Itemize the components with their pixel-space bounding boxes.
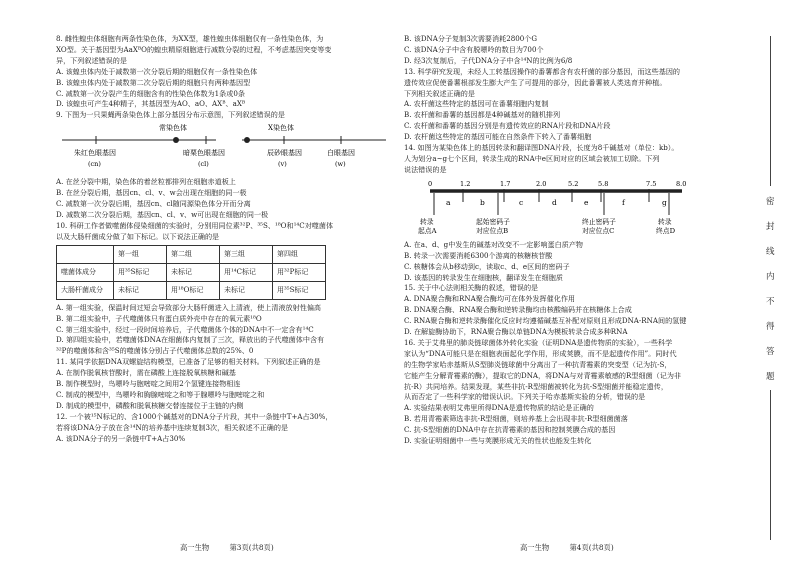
region-e: e — [584, 197, 589, 207]
question-stem: 下列相关叙述正确的是 — [404, 88, 475, 98]
tick-0: 0 — [428, 179, 433, 188]
option-a: A. 实验结果表明艾弗里所得DNA是遗传物质的结论是正确的 — [404, 403, 594, 413]
table-cell: 用³⁵S标记 — [273, 281, 326, 299]
tick-5.2: 5.2 — [568, 179, 579, 188]
table-cell: 大肠杆菌成分 — [57, 281, 114, 299]
table-cell: 未标记 — [114, 281, 167, 299]
table-cell: 未标记 — [167, 263, 220, 281]
option-c: C. 该DNA分子中含有脱嘌呤的数目为700个 — [404, 44, 544, 54]
binding-char: 封 — [766, 222, 775, 232]
text-line: XO型。关于基因型为AaXᴮO的蝗虫精原细胞进行减数分裂的过程，不考虑基因突变等变 — [56, 44, 332, 54]
table-cell: 第一组 — [114, 245, 167, 263]
question-stem: 的生物学家哈赤基斯从S型肺炎链球菌中分离出了一种抗青霉素的突变型（记为抗-S， — [404, 359, 672, 369]
text-line: 8. 雌性蝗虫体细胞有两条性染色体，为XX型，雄性蝗虫体细胞仅有一条性染色体，为 — [56, 34, 324, 43]
question-stem: 它能产生分解青霉素的酶），提取它的DNA，将DNA与对青霉素敏感的R型细菌（记为非 — [404, 370, 682, 380]
marker-d-label: 终点D — [656, 226, 676, 235]
binding-char: 线 — [766, 247, 775, 257]
option-c: C. 减数第一次分裂产生的细胞含有的性染色体数为1条或0条 — [56, 88, 245, 98]
marker-c-label: 终止密码子 — [582, 217, 616, 226]
tick-1.2: 1.2 — [460, 179, 471, 188]
table-cell: 用³⁵S标记 — [114, 263, 167, 281]
region-g: g — [662, 197, 667, 207]
table-cell: 用³²P标记 — [273, 263, 326, 281]
option-b: B. 该DNA分子复制3次需要消耗2800个G — [404, 34, 538, 43]
question-stem: 遗传效应促使番薯根部发生膨大产生了可提用的部分，因此番薯被人类选育并种植。 — [404, 77, 667, 87]
option-b: B. 农杆菌和番薯的基因都是4种碱基对的随机排列 — [404, 110, 561, 120]
marker-a-label: 转录 — [420, 217, 434, 226]
option-b: B. 第二组实验中，子代噬菌体只有蛋白质外壳中存在的氧元素¹⁸O — [56, 313, 262, 323]
footer-page: 第3页(共8页) — [229, 543, 274, 552]
question-10 — [56, 221, 392, 357]
binding-char: 题 — [766, 372, 775, 382]
option-b: B. 转录一次需要消耗6300个游离的核糖核苷酸 — [404, 250, 553, 260]
tick-1.7: 1.7 — [500, 179, 511, 188]
option-c: C. 第三组实验中，经过一段时间培养后，子代噬菌体个体的DNA中不一定含有¹⁴C — [56, 324, 314, 334]
footer-subject: 高一生物 — [180, 543, 210, 552]
table-cell: 噬菌体成分 — [57, 263, 114, 281]
option-c: C. 减数第一次分裂后期，基因cn、cl随同源染色体分开而分离 — [56, 199, 251, 209]
autosome-centromere — [173, 137, 179, 143]
question-stem: 以及大肠杆菌成分做了如下标记。以下说法正确的是 — [56, 231, 220, 241]
table-cell: 第四组 — [273, 245, 326, 263]
option-d: D. 经3次复制后，子代DNA分子中含¹⁴N的比例为6/8 — [404, 55, 573, 65]
chromosome-figure — [56, 123, 392, 175]
marker-c-label: 对应位点C — [582, 226, 615, 235]
table-cell: 用¹⁴C标记 — [220, 263, 273, 281]
right-column — [404, 34, 744, 447]
option-b: B. 该蝗虫体内处于减数第二次分裂后期的细胞只有两种基因型 — [56, 77, 251, 87]
question-stem: 10. 科研工作者做噬菌体侵染细菌的实验时，分别用同位素³²P、³⁵S、¹⁸O和¹⁴C对噬菌体 — [56, 220, 334, 230]
region-a: a — [446, 197, 451, 207]
autosome-label: 常染色体 — [159, 124, 187, 133]
question-stem: 9. 下图为一只果蝇两条染色体上部分基因分布示意图，下列叙述错误的是 — [56, 110, 285, 120]
option-c: C. 抗-S型细菌的DNA中存在抗青霉素的基因和控制荚膜合成的基因 — [404, 425, 616, 435]
option-c: C. 农杆菌和番薯的基因分别是有遗传效应的RNA片段和DNA片段 — [404, 121, 611, 131]
tick-7.5: 7.5 — [646, 179, 657, 188]
gene-label-v: 辰砂眼基因 — [267, 149, 302, 158]
table-header-row — [57, 245, 326, 263]
dna-segment-figure — [404, 178, 744, 238]
question-stem: 抗-R）共同培养。结果发现，某些非抗-R型细菌被转化为抗-S型细菌并能稳定遗传， — [404, 381, 668, 391]
marker-d-label: 转录 — [658, 217, 672, 226]
labeling-table — [56, 245, 326, 300]
question-14 — [404, 143, 744, 283]
question-8 — [56, 34, 392, 110]
question-stem: 11. 某同学依据DNA双螺旋结构模型，已准备了足够的相关材料。下列叙述正确的是 — [56, 357, 321, 367]
footer-right — [520, 543, 632, 553]
option-d: D. 制成的模型中，磷酸和脱氧核糖交替连接位于主链的内侧 — [56, 400, 244, 410]
dna-segment-diagram — [404, 178, 744, 238]
left-column — [56, 34, 392, 444]
question-12-continued — [404, 34, 744, 67]
question-stem: 13. 科学研究发现，未经人工转基因操作的番薯都含有农杆菌的部分基因，而这些基因的 — [404, 66, 681, 76]
option-c: C. 核糖体会从b移动到c，读取c、d、e区间的密码子 — [404, 261, 570, 271]
option-b: B. 在丝分裂后期，基因cn、cl、v、w会出现在细胞的同一极 — [56, 188, 247, 198]
marker-b-label: 对应位点B — [476, 226, 509, 235]
option-d: D. 在解旋酶协助下，RNA聚合酶以单链DNA为模板转录合成多种RNA — [404, 327, 628, 337]
question-stem: 15. 关于中心法则相关酶的叙述，错误的是 — [404, 283, 539, 293]
gene-symbol-w: (w) — [335, 160, 346, 169]
question-16 — [404, 338, 744, 447]
table-row — [57, 281, 326, 299]
marker-b-label: 起始密码子 — [476, 217, 510, 226]
option-d: D. 该基因的转录发生在细胞核，翻译发生在细胞质 — [404, 272, 563, 282]
option-a: A. DNA聚合酶和RNA聚合酶均可在体外发挥催化作用 — [404, 294, 576, 304]
question-stem: 从而否定了一些科学家的错误认识。下列关于哈赤基斯实验的分析，错误的是 — [404, 392, 646, 402]
question-12 — [56, 412, 392, 445]
tick-8.0: 8.0 — [676, 179, 687, 188]
binding-char: 内 — [766, 272, 775, 282]
gene-symbol-v: (v) — [278, 160, 287, 169]
footer-left — [180, 543, 292, 553]
question-9 — [56, 110, 392, 221]
x-chromosome-label: X染色体 — [268, 124, 294, 133]
option-d: D. 减数第二次分裂后期，基因cn、cl、v、w可出现在细胞的同一极 — [56, 209, 269, 219]
option-a: A. 该DNA分子的另一条链中T+A占30% — [56, 433, 186, 443]
option-a: A. 农杆菌这些特定的基因可在番薯细胞内复制 — [404, 99, 549, 109]
binding-char: 不 — [766, 297, 775, 307]
option-d-cont: ³²P的噬菌体和含³⁵S的噬菌体分别占子代噬菌体总数的25%、0 — [56, 346, 254, 356]
option-a: A. 该蝗虫体内处于减数第一次分裂后期的细胞仅有一条性染色体 — [56, 66, 258, 76]
region-b: b — [480, 197, 485, 207]
question-stem: 14. 如图为某染色体上的基因转录和翻译图DNA片段，长度为8千碱基对（单位：kb）。 — [404, 143, 679, 153]
option-b: B. 制作模型时，鸟嘌呤与胞嘧啶之间用2个氢键连接物相连 — [56, 379, 241, 389]
question-stem: 12. 一个被¹⁵N标记的、含1000个碱基对的DNA分子片段，其中一条链中T+A占30%， — [56, 411, 333, 421]
tick-5.8: 5.8 — [598, 179, 609, 188]
option-d: D. 该蝗虫可产生4种精子，其基因型为AO、aO、AXᴮ、aXᴮ — [56, 99, 246, 109]
binding-char: 答 — [766, 347, 775, 357]
question-15 — [404, 283, 744, 338]
binding-line — [770, 390, 771, 540]
option-b: B. DNA聚合酶、RNA聚合酶和逆转录酶均由核酸编码并在核糖体上合成 — [404, 305, 632, 315]
gene-label-w: 白眼基因 — [327, 149, 355, 158]
question-stem: 若将该DNA分子放在含¹⁴N的培养基中连续复制3次，相关叙述不正确的是 — [56, 422, 289, 432]
option-d: D. 农杆菌这些特定的基因可能在自然条件下转入了番薯细胞 — [404, 132, 592, 142]
marker-a-label: 起点A — [418, 226, 437, 235]
footer-page: 第4页(共8页) — [569, 543, 614, 552]
question-13 — [404, 67, 744, 143]
option-d: D. 实验证明细菌中一些与荚膜形成无关的性状也能发生转化 — [404, 436, 592, 446]
question-stem: 家认为“DNA可能只是在细胞表面起化学作用，形成荚膜，而不是起遗传作用”。同时代 — [404, 348, 677, 358]
option-c: C. 制成的模型中，鸟嘌呤和胸腺嘧啶之和等于腺嘌呤与胞嘧啶之和 — [56, 389, 265, 399]
binding-line — [770, 36, 771, 186]
tick-2.0: 2.0 — [536, 179, 547, 188]
option-c: C. RNA聚合酶和逆转录酶催化反应时均遵循碱基互补配对原则且形成DNA-RNA间的氢键 — [404, 316, 687, 326]
footer-subject: 高一生物 — [520, 543, 550, 552]
table-cell: 第三组 — [220, 245, 273, 263]
table-cell: 未标记 — [220, 281, 273, 299]
question-stem: 说法错误的是 — [404, 164, 447, 174]
region-d: d — [552, 197, 557, 207]
text-line: 异，下列叙述错误的是 — [56, 55, 127, 65]
question-11 — [56, 357, 392, 412]
chromosome-diagram — [56, 123, 392, 175]
table-cell — [57, 245, 114, 263]
table-cell: 用¹⁸O标记 — [167, 281, 220, 299]
option-a: A. 第一组实验，保温时间过短会导致部分大肠杆菌进入上清液，使上清液放射性偏高 — [56, 302, 322, 312]
option-a: A. 在制作脱氧核苷酸时，需在磷酸上连接脱氧核糖和碱基 — [56, 368, 236, 378]
gene-label-cl: 暗栗色眼基因 — [183, 149, 225, 158]
table-row — [57, 263, 326, 281]
table-cell: 第二组 — [167, 245, 220, 263]
option-a: A. 在a、d、g中发生的碱基对改变不一定影响蛋白质产物 — [404, 239, 584, 249]
question-stem: 16. 关于艾弗里的肺炎链球菌体外转化实验（证明DNA是遗传物质的实验），一些科学 — [404, 337, 673, 347]
gene-label-cn: 朱红色眼基因 — [74, 149, 116, 158]
gene-symbol-cl: (cl) — [198, 160, 209, 169]
gene-symbol-cn: (cn) — [88, 160, 101, 169]
option-a: A. 在丝分裂中期，染色体的着丝粒都排列在细胞赤道板上 — [56, 177, 236, 187]
question-stem: 人为划分a~g七个区间，转录生成的RNA中e区间对应的区域会被加工切除。下列 — [404, 153, 660, 163]
region-c: c — [519, 197, 524, 207]
region-f: f — [622, 197, 625, 207]
option-d: D. 第四组实验中，若噬菌体DNA在细菌体内复制了三次，释放出的子代噬菌体中含有 — [56, 335, 325, 345]
binding-char: 密 — [766, 197, 775, 207]
option-b: B. 若用青霉素筛选非抗-R型细菌，则培养基上会出现非抗-R型细菌菌落 — [404, 414, 628, 424]
x-centromere — [244, 137, 250, 143]
binding-char: 得 — [766, 322, 775, 332]
